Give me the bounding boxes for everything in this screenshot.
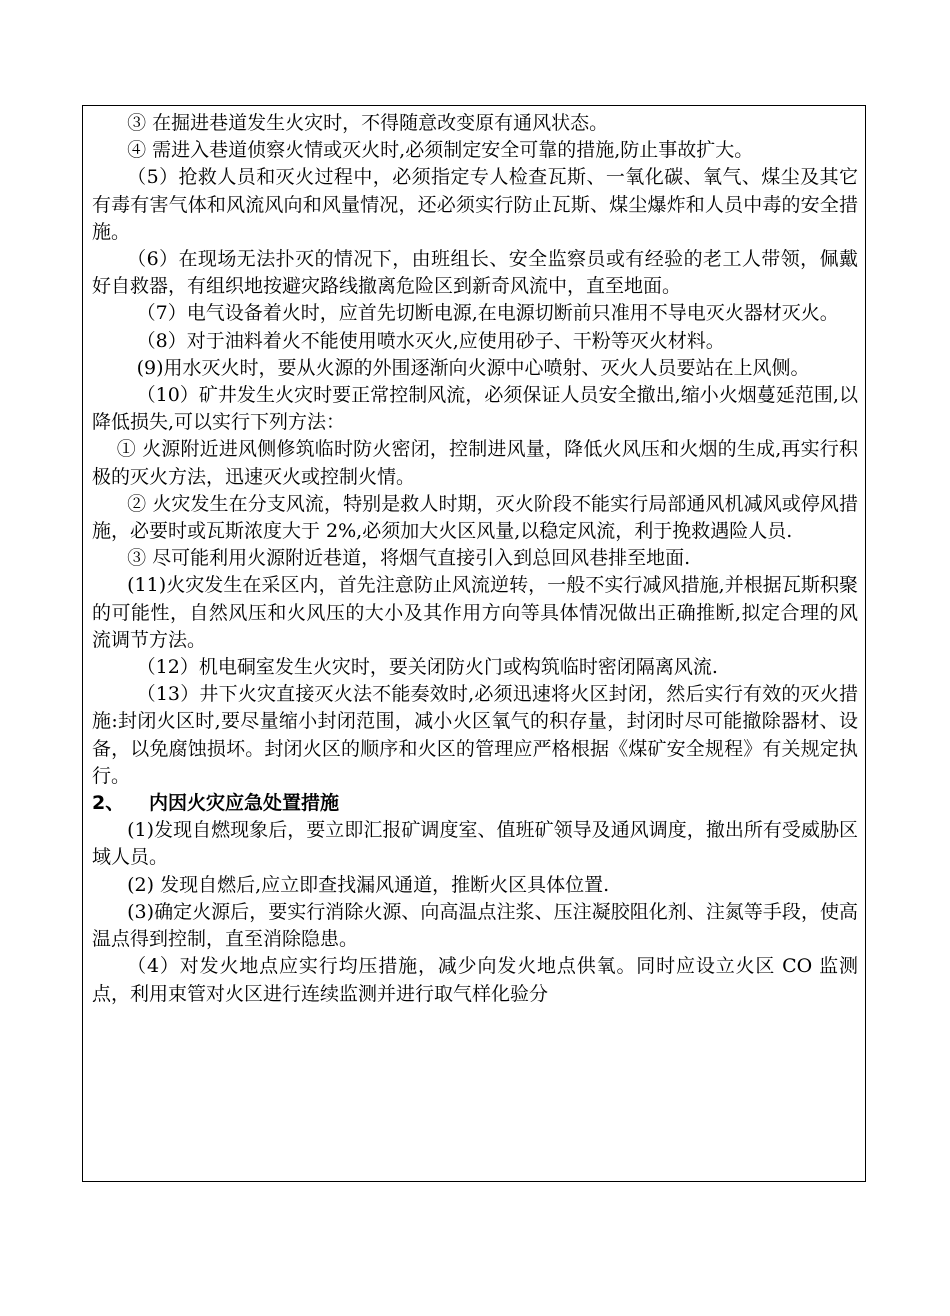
paragraph: （6）在现场无法扑灭的情况下，由班组长、安全监察员或有经验的老工人带领，佩戴好自救器，有组织地按避灾路线撤离危险区到新奇风流中，直至地面。	[92, 248, 858, 298]
paragraph: (9)用水灭火时，要从火源的外围逐渐向火源中心喷射、灭火人员要站在上风侧。	[136, 356, 810, 379]
paragraph: （8）对于油料着火不能使用喷水灭火,应使用砂子、干粉等灭火材料。	[136, 329, 725, 352]
paragraph: （12）机电硐室发生火灾时，要关闭防火门或构筑临时密闭隔离风流.	[136, 656, 718, 679]
paragraph: （13）井下火灾直接灭火法不能奏效时,必须迅速将火区封闭，然后实行有效的灭火措施:封闭火区时,要尽量缩小封闭范围，减小火区氧气的积存量，封闭时尽可能撤除器材、设备，以免腐蚀损坏。封闭火区的顺序和火区的管理应严格根据《煤矿安全规程》有关规定执行。	[92, 683, 858, 787]
paragraph: ③ 在掘进巷道发生火灾时，不得随意改变原有通风状态。	[127, 112, 609, 134]
paragraph: (11)火灾发生在采区内，首先注意防止风流逆转，一般不实行减风措施,并根据瓦斯积聚的可能性，自然风压和火风压的大小及其作用方向等具体情况做出正确推断,拟定合理的风流调节方法。	[92, 574, 858, 651]
paragraph: （10）矿井发生火灾时要正常控制风流，必须保证人员安全撤出,缩小火烟蔓延范围,以降低损失,可以实行下列方法：	[92, 384, 858, 434]
paragraph: ③ 尽可能利用火源附近巷道，将烟气直接引入到总回风巷排至地面.	[127, 547, 691, 570]
paragraph: （4）对发火地点应实行均压措施，减少向发火地点供氧。同时应设立火区 CO 监测点，利用束管对火区进行连续监测并进行取气样化验分	[92, 955, 858, 1005]
paragraph: （7）电气设备着火时，应首先切断电源,在电源切断前只准用不导电灭火器材灭火。	[136, 302, 839, 325]
paragraph: ④ 需进入巷道侦察火情或灭火时,必须制定安全可靠的措施,防止事故扩大。	[127, 139, 754, 162]
paragraph: (2) 发现自燃后,应立即查找漏风通道，推断火区具体位置.	[127, 873, 610, 896]
section-number: 2、	[92, 792, 125, 815]
paragraph: ② 火灾发生在分支风流，特别是救人时期，灭火阶段不能实行局部通风机减风或停风措施，必要时或瓦斯浓度大于 2%,必须加大火区风量,以稳定风流，利于挽救遇险人员.	[92, 492, 858, 543]
paragraph: (1)发现自燃现象后，要立即汇报矿调度室、值班矿领导及通风调度，撤出所有受威胁区域人员。	[92, 819, 858, 869]
section-heading	[92, 790, 858, 817]
paragraph: （5）抢救人员和灭火过程中，必须指定专人检查瓦斯、一氧化碳、氧气、煤尘及其它有毒有害气体和风流风向和风量情况，还必须实行防止瓦斯、煤尘爆炸和人员中毒的安全措施。	[92, 166, 858, 243]
section-title: 内因火灾应急处置措施	[149, 792, 340, 815]
paragraph: ① 火源附近进风侧修筑临时防火密闭，控制进风量，降低火风压和火烟的生成,再实行积极的灭火方法，迅速灭火或控制火情。	[92, 438, 858, 488]
paragraph: (3)确定火源后，要实行消除火源、向高温点注浆、压注凝胶阻化剂、注氮等手段，使高温点得到控制，直至消除隐患。	[92, 900, 858, 951]
document-body	[92, 110, 858, 1008]
